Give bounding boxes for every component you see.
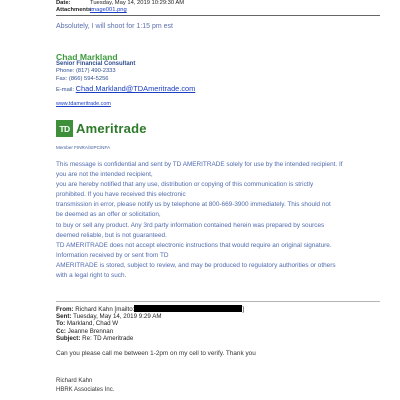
attachment-link[interactable]: image001.png <box>90 7 127 13</box>
email-link[interactable]: Chad.Markland@TDAmeritrade.com <box>75 84 196 93</box>
to-value: Markland, Chad W <box>66 320 119 328</box>
sent-value: Tuesday, May 14, 2019 9:29 AM <box>73 312 162 320</box>
header-date-row <box>56 0 184 7</box>
td-logo-mark: TD <box>56 120 73 137</box>
website-row <box>56 101 111 107</box>
to-label: To: <box>56 320 66 328</box>
attachments-label: Attachments: <box>56 7 94 13</box>
disclaimer-line: prohibited. If you have received this electronic <box>56 191 186 199</box>
disclaimer-line: with a legal right to such. <box>56 272 127 280</box>
date-label: Date: <box>56 0 71 6</box>
subject-value: Re: TD Ameritrade <box>82 335 134 343</box>
from-close: ] <box>242 306 245 313</box>
disclaimer-line: This message is confidential and sent by TD AMERITRADE solely for use by the intended recipient. If <box>56 161 343 168</box>
from-value: Richard Kahn [mailto: <box>75 306 135 313</box>
reply-text: Absolutely, I will shoot for 1:15 pm est <box>56 23 173 30</box>
signature-name: Chad Markland <box>56 52 118 62</box>
disclaimer-line: to buy or sell any product. Any 3rd party information contained herein was prepared by sources <box>56 221 325 229</box>
closing-company: HBRK Associates Inc. <box>56 387 115 393</box>
sent-row <box>56 313 161 321</box>
td-ameritrade-logo <box>56 118 147 139</box>
ameritrade-wordmark: Ameritrade <box>76 121 147 136</box>
cc-value: Jeanne Brennan <box>67 327 114 335</box>
cc-label: Cc: <box>56 327 66 335</box>
message-divider <box>56 301 380 302</box>
signature-phone: Phone: (817) 490-2333 <box>56 68 116 74</box>
signature-title: Senior Financial Consultant <box>56 61 136 67</box>
redaction-bar <box>134 305 245 313</box>
member-text: Member FINRA/SIPC/NFA <box>56 145 111 150</box>
signature-email-row <box>56 84 195 93</box>
disclaimer-line: TD AMERITRADE does not accept electronic instructions that would require an original signature. <box>56 241 332 249</box>
to-row <box>56 320 118 328</box>
disclaimer-line: Information received by or sent from TD <box>56 251 169 259</box>
from-label: From: <box>56 306 74 313</box>
header-divider <box>56 15 380 16</box>
message-body: Can you please call me between 1-2pm on my cell to verify. Thank you <box>56 350 256 357</box>
sent-label: Sent: <box>56 312 72 320</box>
disclaimer-line: be deemed as an offer or solicitation, <box>56 211 161 219</box>
disclaimer-line: AMERITRADE is stored, subject to review, and may be produced to regulatory authorities or others <box>56 261 336 269</box>
disclaimer-line: you are hereby notified that any use, distribution or copying of this communication is strictly <box>56 181 314 189</box>
disclaimer-line: you are not the intended recipient, <box>56 171 153 179</box>
disclaimer-line: deemed reliable, but is not guaranteed. <box>56 231 167 239</box>
header-attachments-row <box>56 7 127 14</box>
subject-label: Subject: <box>56 335 81 343</box>
disclaimer <box>56 160 352 281</box>
disclaimer-line: transmission in error, please notify us by telephone at 800-669-3900 immediately. This should not <box>56 201 331 209</box>
signature-fax: Fax: (866) 594-5256 <box>56 75 109 82</box>
date-value: Tuesday, May 14, 2019 10:29:30 AM <box>90 0 185 6</box>
cc-row <box>56 328 113 336</box>
subject-row <box>56 335 133 343</box>
website-link[interactable]: www.tdameritrade.com <box>56 101 111 107</box>
email-label: E-mail: <box>56 87 75 93</box>
closing-name: Richard Kahn <box>56 378 93 384</box>
